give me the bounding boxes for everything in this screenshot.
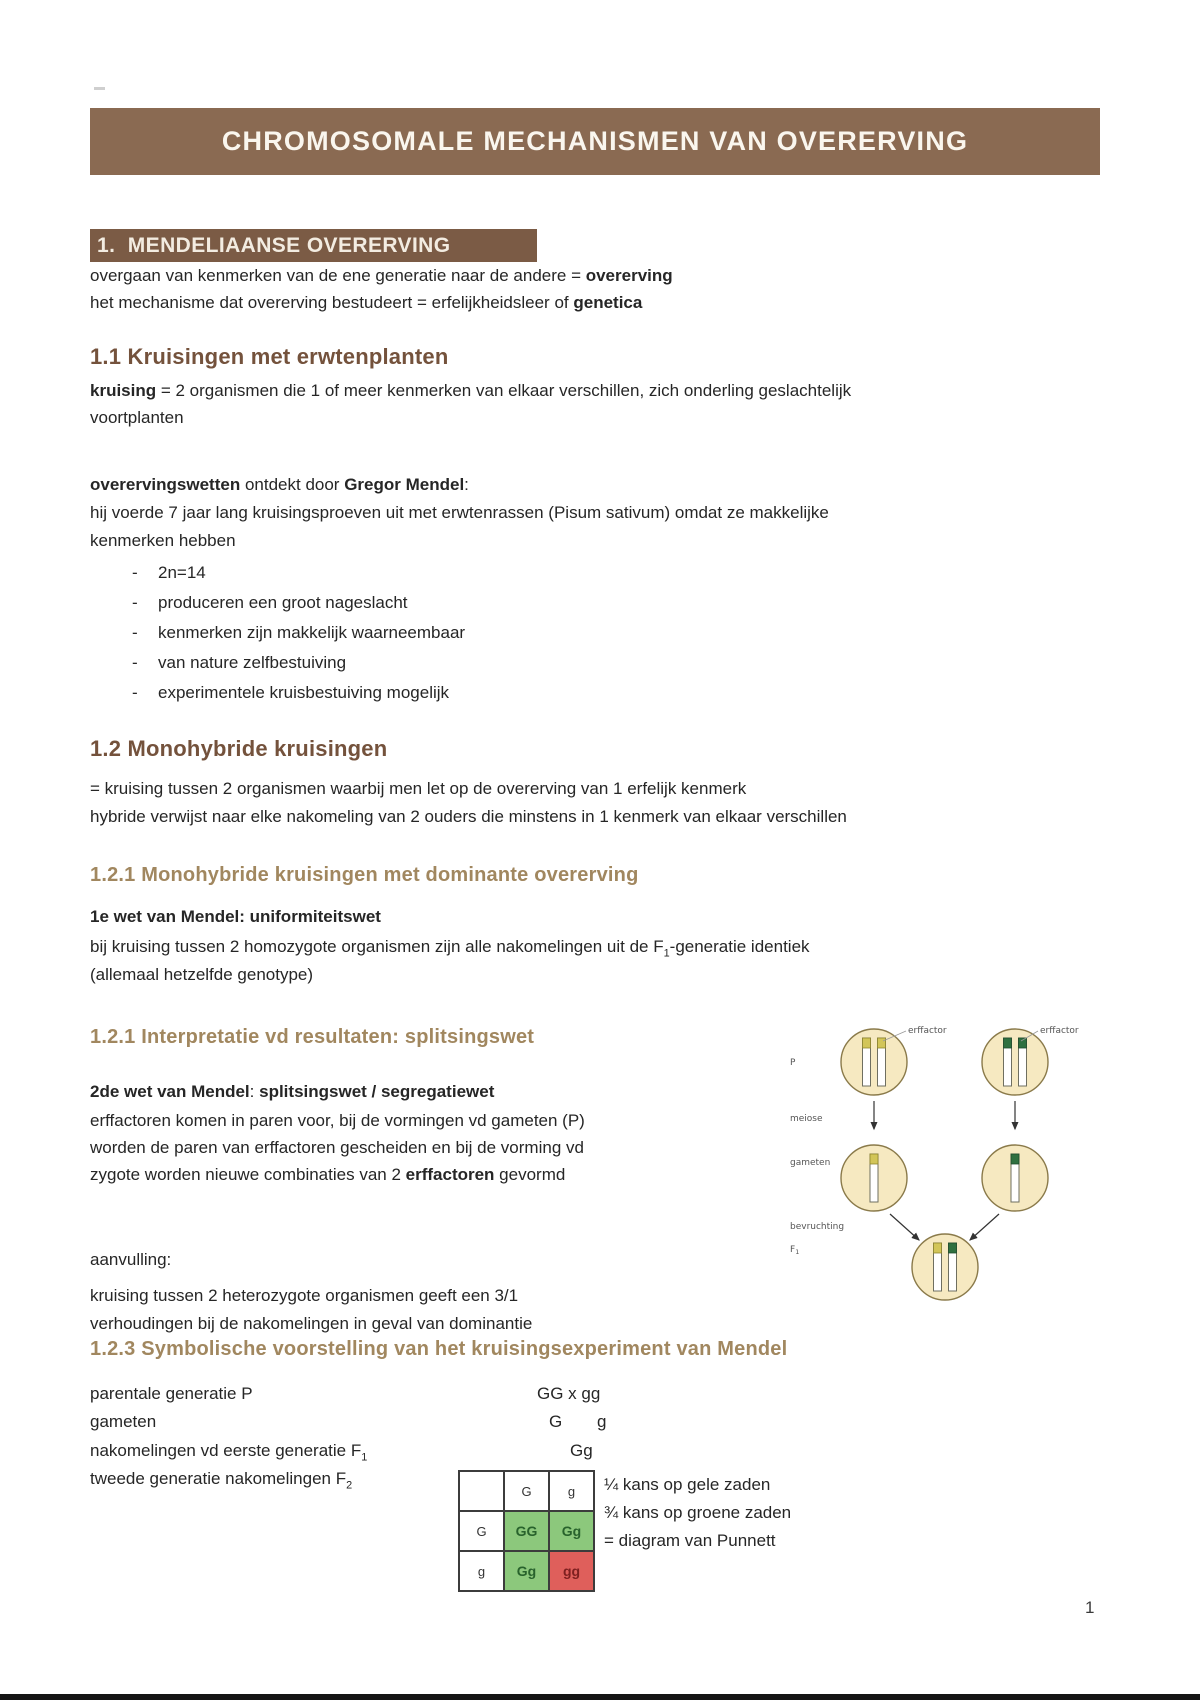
text-line: aanvulling: bbox=[90, 1250, 172, 1269]
erffactor-green bbox=[1011, 1154, 1019, 1164]
stray-mark bbox=[94, 87, 105, 90]
punnett-corner bbox=[459, 1471, 504, 1511]
text-line: hybride verwijst naar elke nakomeling van 2 ouders die minstens in 1 kenmerk van elkaar verschillen bbox=[90, 807, 847, 826]
punnett-cell: Gg bbox=[504, 1551, 549, 1591]
text-line: hij voerde 7 jaar lang kruisingsproeven uit met erwtenrassen (Pisum sativum) omdat ze makkelijke bbox=[90, 503, 829, 522]
row-label-meiose: meiose bbox=[790, 1114, 823, 1124]
punnett-cell: gg bbox=[549, 1551, 594, 1591]
text-line: erffactoren komen in paren voor, bij de vormingen vd gameten (P) bbox=[90, 1111, 585, 1130]
erffactor-green bbox=[949, 1243, 957, 1253]
bullet-item bbox=[132, 622, 465, 644]
text-line: 1e wet van Mendel: uniformiteitswet bbox=[90, 907, 381, 926]
cross-row-value: Gg bbox=[570, 1441, 593, 1460]
erffactor-green bbox=[1004, 1038, 1012, 1048]
bullet-item bbox=[132, 562, 206, 584]
section-1-heading-label: 1. MENDELIAANSE OVERERVING bbox=[97, 234, 451, 257]
cross-row-label: tweede generatie nakomelingen $F_2$ bbox=[90, 1469, 353, 1492]
text-line: 2de wet van Mendel: splitsingswet / segregatiewet bbox=[90, 1082, 495, 1101]
punnett-cell: Gg bbox=[549, 1511, 594, 1551]
erffactor-yellow bbox=[863, 1038, 871, 1048]
bullet-item bbox=[132, 682, 449, 704]
cross-row-label: gameten bbox=[90, 1412, 157, 1431]
row-label-bevruchting: bevruchting bbox=[790, 1222, 845, 1232]
bullet-text: produceren een groot nageslacht bbox=[158, 593, 408, 612]
punnett-row-header: g bbox=[459, 1551, 504, 1591]
bullet-dash: - bbox=[132, 683, 138, 702]
punnett-table bbox=[458, 1470, 595, 1592]
p-cell-green bbox=[982, 1029, 1048, 1095]
bullet-item bbox=[132, 652, 346, 674]
erffactor-yellow bbox=[870, 1154, 878, 1164]
text-line: worden de paren van erffactoren gescheiden en bij de vorming vd bbox=[90, 1138, 584, 1157]
heading-1-2-1-dominant: 1.2.1 Monohybride kruisingen met dominante overerving bbox=[90, 864, 639, 886]
bullet-item bbox=[132, 592, 408, 614]
bullet-text: van nature zelfbestuiving bbox=[158, 653, 347, 672]
bullet-text: 2n=14 bbox=[158, 563, 206, 582]
bullet-dash: - bbox=[132, 623, 138, 642]
text-line: (allemaal hetzelfde genotype) bbox=[90, 965, 314, 984]
bullet-text: experimentele kruisbestuiving mogelijk bbox=[158, 683, 450, 702]
page-title: CHROMOSOMALE MECHANISMEN VAN OVERERVING bbox=[221, 126, 969, 156]
text-line: verhoudingen bij de nakomelingen in geval van dominantie bbox=[90, 1314, 533, 1333]
punnett-cell: GG bbox=[504, 1511, 549, 1551]
erffactor-green bbox=[1019, 1038, 1027, 1048]
bullet-dash: - bbox=[132, 593, 138, 612]
text-line: voortplanten bbox=[90, 408, 184, 427]
p-cell-yellow bbox=[841, 1029, 907, 1095]
bullet-dash: - bbox=[132, 563, 138, 582]
inheritance-diagram bbox=[770, 1005, 1090, 1315]
cross-row-label: nakomelingen vd eerste generatie $F_1$ bbox=[90, 1441, 368, 1464]
cross-row-label: parentale generatie P bbox=[90, 1384, 253, 1403]
section-1-heading bbox=[90, 229, 537, 262]
erffactor-yellow bbox=[878, 1038, 886, 1048]
cross-row-value: GG x gg bbox=[537, 1384, 601, 1403]
heading-1-2-1-interpretatie: 1.2.1 Interpretatie vd resultaten: splitsingswet bbox=[90, 1026, 535, 1048]
text-line: kruising tussen 2 heterozygote organismen geeft een 3/1 bbox=[90, 1286, 519, 1305]
punnett-note: ¾ kans op groene zaden bbox=[604, 1503, 792, 1522]
text-line: bij kruising tussen 2 homozygote organismen zijn alle nakomelingen uit de $F_1$-generatie identiek bbox=[90, 937, 810, 960]
text-line: kruising = 2 organismen die 1 of meer kenmerken van elkaar verschillen, zich onderling geslachtelijk bbox=[90, 381, 852, 400]
row-label-f1: $F_1$ bbox=[790, 1245, 800, 1256]
punnett-col-header: g bbox=[549, 1471, 594, 1511]
erffactor-label: erffactor bbox=[1040, 1026, 1079, 1036]
heading-1-2: 1.2 Monohybride kruisingen bbox=[90, 736, 388, 761]
f1-cell bbox=[912, 1234, 978, 1300]
bullet-text: kenmerken zijn makkelijk waarneembaar bbox=[158, 623, 466, 642]
page-number: 1 bbox=[1085, 1598, 1095, 1617]
erffactor-label: erffactor bbox=[908, 1026, 947, 1036]
title-banner bbox=[90, 108, 1100, 175]
bullet-dash: - bbox=[132, 653, 138, 672]
heading-1-2-3: 1.2.3 Symbolische voorstelling van het kruisingsexperiment van Mendel bbox=[90, 1338, 788, 1360]
text-line: overervingswetten ontdekt door Gregor Mendel: bbox=[90, 475, 469, 494]
bevruchting-arrow bbox=[970, 1214, 999, 1240]
cross-row-value: G bbox=[549, 1412, 563, 1431]
page-bottom-edge bbox=[0, 1694, 1200, 1700]
row-label-gameten: gameten bbox=[790, 1158, 831, 1168]
text-line: overgaan van kenmerken van de ene generatie naar de andere = overerving bbox=[90, 266, 673, 285]
erffactor-yellow bbox=[934, 1243, 942, 1253]
text-line: = kruising tussen 2 organismen waarbij men let op de overerving van 1 erfelijk kenmerk bbox=[90, 779, 747, 798]
punnett-col-header: G bbox=[504, 1471, 549, 1511]
cross-row-value: g bbox=[597, 1412, 607, 1431]
punnett-note: ¼ kans op gele zaden bbox=[604, 1475, 771, 1494]
row-label-p: P bbox=[790, 1058, 796, 1068]
punnett-row-header: G bbox=[459, 1511, 504, 1551]
heading-1-1: 1.1 Kruisingen met erwtenplanten bbox=[90, 344, 449, 369]
text-line: het mechanisme dat overerving bestudeert = erfelijkheidsleer of genetica bbox=[90, 293, 643, 312]
text-line: kenmerken hebben bbox=[90, 531, 236, 550]
punnett-note: = diagram van Punnett bbox=[604, 1531, 776, 1550]
text-line: zygote worden nieuwe combinaties van 2 erffactoren gevormd bbox=[90, 1165, 566, 1184]
bevruchting-arrow bbox=[890, 1214, 919, 1240]
